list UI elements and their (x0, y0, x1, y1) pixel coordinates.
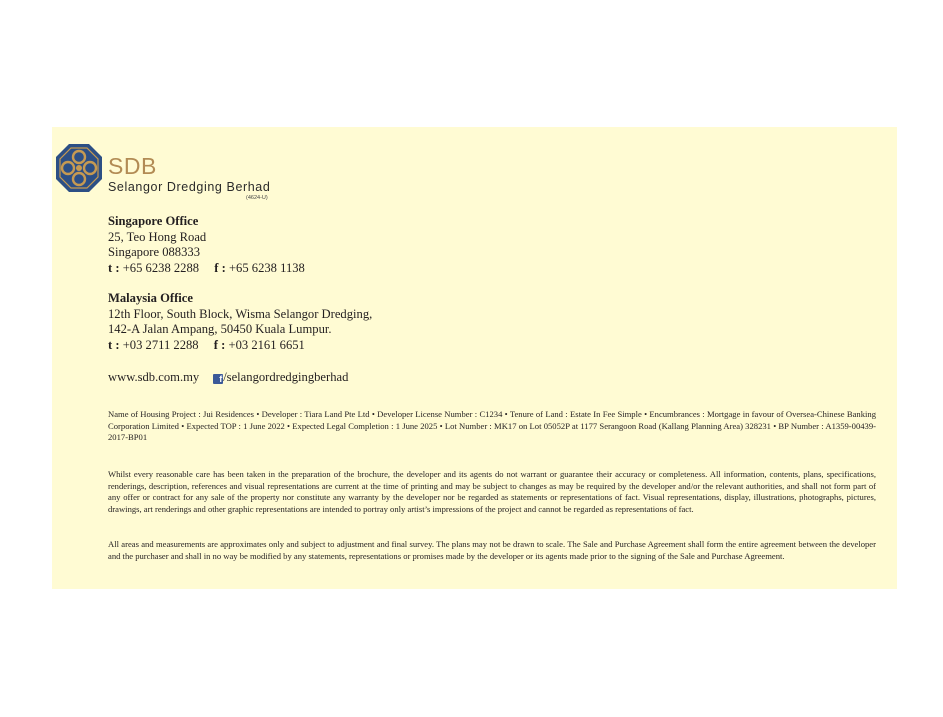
web-links (108, 369, 348, 385)
tel-number[interactable]: +03 2711 2288 (122, 337, 199, 352)
fax-label: f : (214, 260, 226, 275)
logo-abbreviation: SDB (108, 153, 157, 179)
singapore-office (108, 214, 305, 276)
fax-number: +65 6238 1138 (228, 260, 305, 275)
company-name: Selangor Dredging Berhad (108, 180, 271, 194)
address-line: 25, Teo Hong Road (108, 229, 207, 244)
address-line: Singapore 088333 (108, 245, 200, 259)
disclaimer-paragraph: Whilst every reasonable care has been taken in the preparation of the brochure, the developer and its agents do not warrant or guarantee their accuracy or completeness. All information, contents, plans, specifications, renderings, description, references and visual representations are current at the time of printing and may be subject to changes as may be required by the developer and/or the relevant authorities, and shall not form part of any offer or contract for any sale of the property nor constitute any warranty by the developer nor be regarded as statements or representations of fact. Visual representations, display, illustrations, photographs, pictures, drawings, art renderings and other graphic representations are intended to portray only artist’s impressions of the project and cannot be regarded as representations of fact. (108, 469, 876, 514)
address-line: 12th Floor, South Block, Wisma Selangor Dredging, (108, 306, 373, 321)
tel-label: t : (108, 260, 120, 275)
company-registration: (4624-U) (246, 195, 268, 201)
tel-label: t : (108, 337, 120, 352)
office-heading: Singapore Office (108, 214, 199, 228)
contact-panel (52, 127, 897, 589)
phone-line (108, 338, 372, 354)
facebook-icon: f (213, 374, 223, 384)
disclaimer-paragraph: All areas and measurements are approximates only and subject to adjustment and final survey. The plans may not be drawn to scale. The Sale and Purchase Agreement shall form the entire agreement between the developer and the purchaser and shall in no way be modified by any statements, representations or promises made by the developer or its agents made prior to the signing of the Sale and Purchase Agreement. (108, 539, 876, 561)
office-heading: Malaysia Office (108, 291, 193, 305)
malaysia-office (108, 291, 372, 353)
tel-number[interactable]: +65 6238 2288 (122, 260, 200, 275)
facebook-link[interactable]: /selangordredgingberhad (223, 370, 349, 384)
project-info-text: Name of Housing Project : Jui Residences • Developer : Tiara Land Pte Ltd • Developer License Number : C1234 • Tenure of Land : Estate In Fee Simple • Encumbrances : Mortgage in favour of Oversea-Chinese Banking Corporation Limited • Expected TOP : 1 June 2022 • Expected Legal Completion : 1 June 2025 • Lot Number : MK17 on Lot 05052P at 1177 Serangoon Road (Kallang Planning Area) 328231 • BP Number : A1359-00439-2017-BP01 (108, 409, 876, 443)
fax-number: +03 2161 6651 (228, 337, 305, 352)
sdb-logo-icon (55, 143, 103, 193)
address-line: 142-A Jalan Ampang, 50450 Kuala Lumpur. (108, 322, 332, 336)
phone-line (108, 261, 305, 277)
fax-label: f : (213, 337, 226, 352)
website-link[interactable]: www.sdb.com.my (108, 370, 200, 384)
